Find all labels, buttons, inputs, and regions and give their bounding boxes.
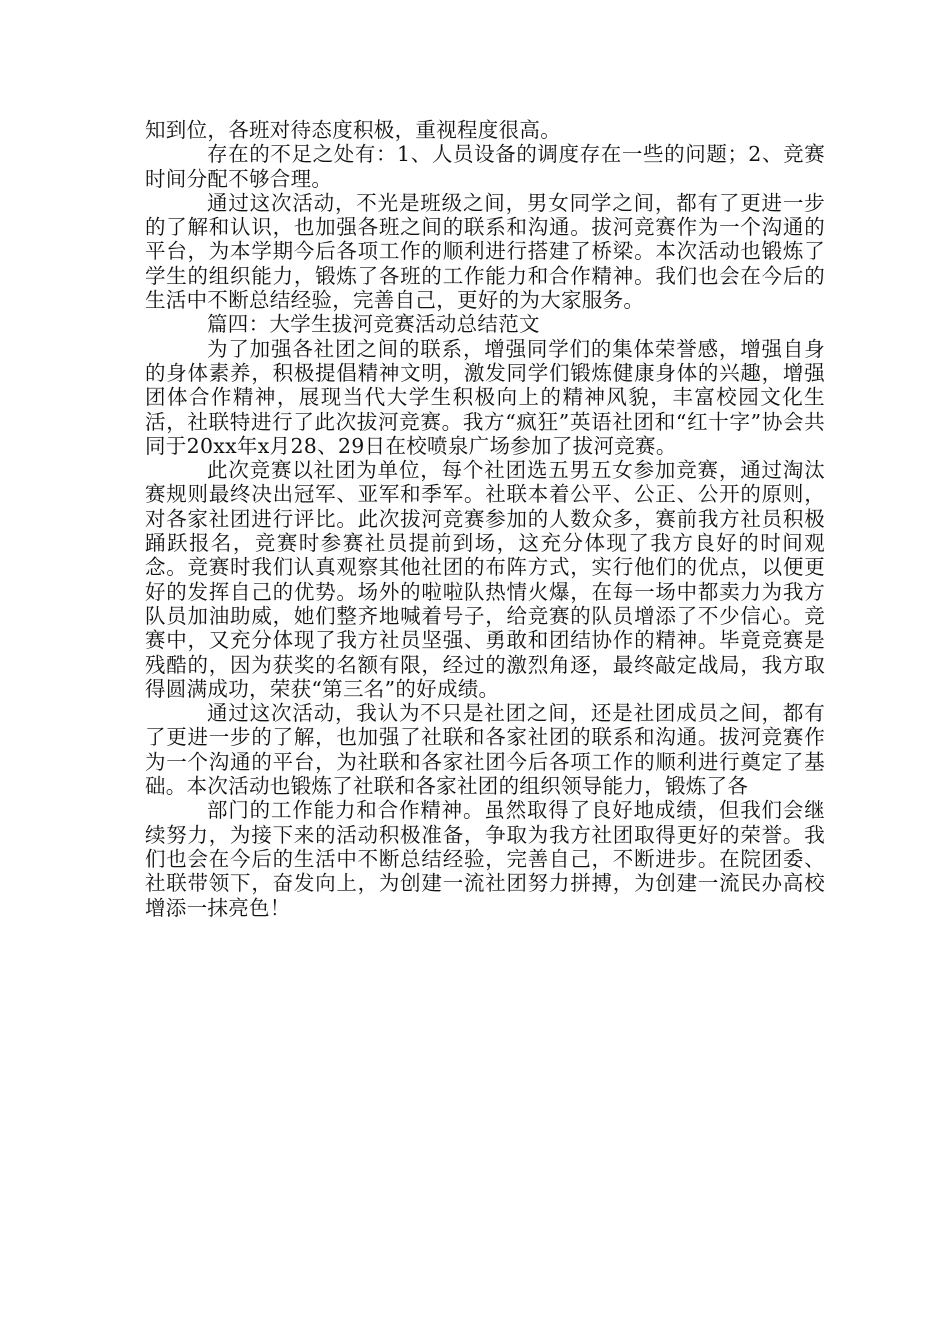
paragraph-continuation: 知到位，各班对待态度积极，重视程度很高。: [145, 118, 561, 142]
section-heading-part-four: 篇四：大学生拔河竞赛活动总结范文: [207, 312, 540, 337]
paragraph-competition-details: 此次竞赛以社团为单位，每个社团选五男五女参加竞赛，通过淘汰赛规则最终决出冠军、亚军和季军。社联本着公平、公正、公开的原则，对各家社团进行评比。此次拔河竞赛参加的人数众多，赛前我方社员积极踊跃报名，竞赛时参赛社员提前到场，这充分体现了我方良好的时间观念。竞赛时我们认真观察其他社团的布阵方式，实行他们的优点，以便更好的发挥自己的优势。场外的啦啦队热情火爆，在每一场中都卖力为我方队员加油助威，她们整齐地喊着号子，给竞赛的队员增添了不少信心。竞赛中，又充分体现了我方社员坚强、勇敢和团结协作的精神。毕竟竞赛是残酷的，因为获奖的名额有限，经过的激烈角逐，最终敲定战局，我方取得圆满成功，荣获“第三名”的好成绩。: [145, 458, 825, 701]
paragraph-shortcomings: 存在的不足之处有：1、人员设备的调度存在一些的问题；2、竞赛时间分配不够合理。: [145, 142, 825, 191]
document-body: [145, 118, 825, 920]
paragraph-conclusion-club: 通过这次活动，我认为不只是社团之间，还是社团成员之间，都有了更进一步的了解，也加强了社联和各家社团的联系和沟通。拔河竞赛作为一个沟通的平台，为社联和各家社团今后各项工作的顺利进行奠定了基础。本次活动也锻炼了社联和各家社团的组织领导能力，锻炼了各: [145, 701, 825, 799]
paragraph-conclusion-class: 通过这次活动，不光是班级之间，男女同学之间，都有了更进一步的了解和认识，也加强各班之间的联系和沟通。拔河竞赛作为一个沟通的平台，为本学期今后各项工作的顺利进行搭建了桥梁。本次活动也锻炼了学生的组织能力，锻炼了各班的工作能力和合作精神。我们也会在今后的生活中不断总结经验，完善自己，更好的为大家服务。: [145, 190, 825, 313]
paragraph-closing: 部门的工作能力和合作精神。虽然取得了良好地成绩，但我们会继续努力，为接下来的活动积极准备，争取为我方社团取得更好的荣誉。我们也会在今后的生活中不断总结经验，完善自己，不断进步。在院团委、社联带领下，奋发向上，为创建一流社团努力拼搏，为创建一流民办高校增添一抹亮色！: [145, 798, 825, 920]
paragraph-intro-club: 为了加强各社团之间的联系，增强同学们的集体荣誉感，增强自身的身体素养，积极提倡精神文明，激发同学们锻炼健康身体的兴趣，增强团体合作精神，展现当代大学生积极向上的精神风貌，丰富校园文化生活，社联特进行了此次拔河竞赛。我方“疯狂”英语社团和“红十字”协会共同于20xx年x月28、29日在校喷泉广场参加了拔河竞赛。: [145, 336, 825, 458]
